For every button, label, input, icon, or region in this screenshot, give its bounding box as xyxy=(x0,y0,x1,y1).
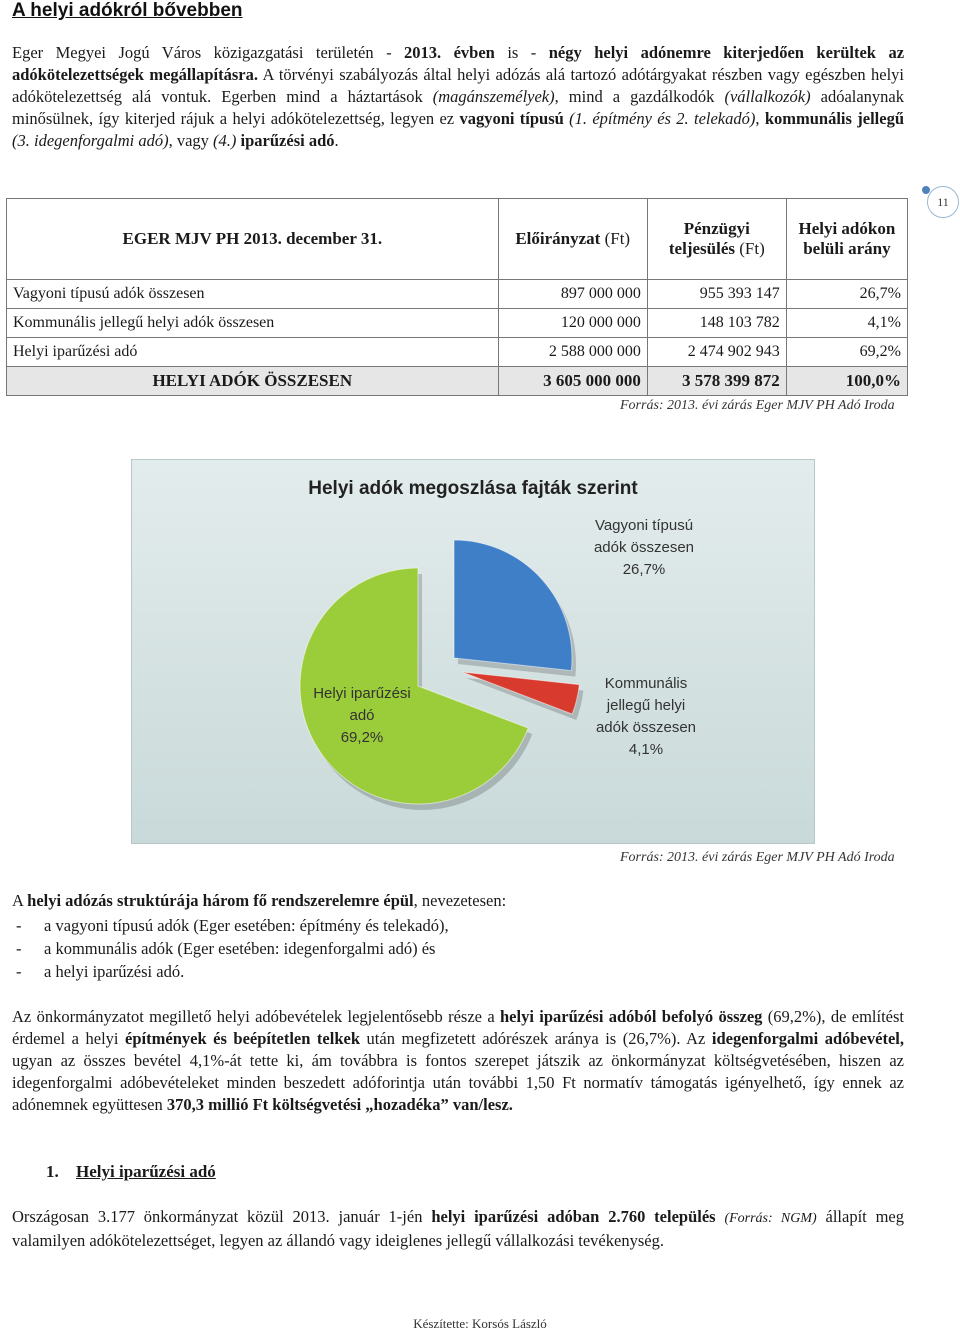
table-header-plan xyxy=(498,199,647,280)
pie-label-line: Vagyoni típusú xyxy=(594,517,694,534)
intro-italic: (4.) xyxy=(213,131,237,150)
pie-label-line: 26,7% xyxy=(622,561,666,578)
tax-table xyxy=(6,198,908,396)
pie-slice xyxy=(454,540,572,671)
intro-paragraph xyxy=(12,42,904,152)
page-footer: Készítette: Korsós László xyxy=(413,1316,547,1331)
intro-text: , mind a gazdálkodók xyxy=(554,87,725,106)
pie-label-line: adók összesen xyxy=(595,719,697,736)
intro-year: 2013. évben xyxy=(404,43,495,62)
pie-slice xyxy=(462,672,579,714)
table-row xyxy=(7,280,908,309)
para-text: Országosan 3.177 önkormányzat közül 2013. január 1-jén xyxy=(12,1207,432,1226)
table-header-actual-label: Pénzügyi teljesülés xyxy=(668,219,750,258)
row-label: Vagyoni típusú adók összesen xyxy=(7,280,499,309)
table-row xyxy=(7,309,908,338)
intro-text: is - xyxy=(494,43,549,62)
pie-label-line: 69,2% xyxy=(340,729,384,746)
table-header-period: EGER MJV PH 2013. december 31. xyxy=(7,199,499,280)
chart-source-note: Forrás: 2013. évi zárás Eger MJV PH Adó Iroda xyxy=(620,850,895,865)
row-share: 26,7% xyxy=(786,280,907,309)
pie-label-line: adók összesen xyxy=(593,539,695,556)
row-share: 69,2% xyxy=(786,338,907,367)
row-plan: 2 588 000 000 xyxy=(498,338,647,367)
table-header-plan-label: Előirányzat xyxy=(515,229,601,248)
para-text: állapít meg valamilyen adókötelezettséget, legyen az állandó vagy ideiglenes jellegű vállalkozási tevékenység. xyxy=(12,1207,904,1250)
para-emphasis: idegenforgalmi adóbevétel, xyxy=(711,1029,904,1048)
para-emphasis: építmények és beépítetlen telkek xyxy=(125,1029,361,1048)
row-plan: 897 000 000 xyxy=(498,280,647,309)
intro-italic: (3. idegenforgalmi adó) xyxy=(12,131,169,150)
pie-slice-label xyxy=(596,675,696,758)
pie-label-line: adó xyxy=(349,707,375,724)
para-text: után megfizetett adórészek aránya is (26,7%). Az xyxy=(360,1029,712,1048)
intro-emphasis: kommunális jellegű xyxy=(764,109,904,128)
structure-list xyxy=(12,914,449,983)
pie-chart-svg xyxy=(132,460,814,843)
row-label: Kommunális jellegű helyi adók összesen xyxy=(7,309,499,338)
para-emphasis: 370,3 millió Ft költségvetési „hozadéka” van/lesz. xyxy=(166,1095,513,1114)
total-label: HELYI ADÓK ÖSSZESEN xyxy=(7,367,499,396)
table-source-note: Forrás: 2013. évi zárás Eger MJV PH Adó Iroda xyxy=(620,398,895,413)
para-text: Az önkormányzatot megillető helyi adóbevételek legjelentősebb része a xyxy=(12,1007,500,1026)
national-paragraph xyxy=(12,1206,904,1252)
pie-slice-label xyxy=(594,517,694,578)
intro-italic: (vállalkozók) xyxy=(724,87,811,106)
structure-text: A xyxy=(12,891,28,910)
pie-chart xyxy=(131,459,815,844)
list-item: - a kommunális adók (Eger esetében: idegenforgalmi adó) és xyxy=(12,937,449,960)
intro-emphasis: iparűzési adó xyxy=(240,131,335,150)
row-label: Helyi iparűzési adó xyxy=(7,338,499,367)
list-item: - a helyi iparűzési adó. xyxy=(12,960,449,983)
chart-title: Helyi adók megoszlása fajták szerint xyxy=(308,478,638,499)
revenue-paragraph xyxy=(12,1006,904,1116)
intro-text: adóalanynak minősülnek, így kiterjed rájuk a helyi adókötelezettség, legyen ez xyxy=(12,87,905,128)
row-share: 4,1% xyxy=(786,309,907,338)
subsection-title: Helyi iparűzési adó xyxy=(76,1162,216,1181)
structure-text: , nevezetesen: xyxy=(413,891,507,910)
intro-text: , xyxy=(755,109,765,128)
page-number: 11 xyxy=(927,186,959,218)
intro-emphasis: vagyoni típusú xyxy=(459,109,564,128)
intro-emphasis: négy helyi adónemre kiterjedően kerültek az adókötelezettségek megállapításra. xyxy=(12,43,905,84)
pie-label-line: 4,1% xyxy=(628,741,664,758)
intro-text: . xyxy=(334,131,339,150)
row-actual: 955 393 147 xyxy=(647,280,786,309)
total-share: 100,0% xyxy=(786,367,907,396)
table-row xyxy=(7,338,908,367)
para-source: (Forrás: NGM) xyxy=(724,1211,817,1226)
intro-text: , vagy xyxy=(168,131,214,150)
structure-intro xyxy=(12,890,904,912)
intro-italic: (magánszemélyek) xyxy=(432,87,555,106)
intro-italic: (1. építmény és 2. telekadó) xyxy=(569,109,756,128)
total-actual: 3 578 399 872 xyxy=(647,367,786,396)
row-actual: 2 474 902 943 xyxy=(647,338,786,367)
table-total-row xyxy=(7,367,908,396)
intro-text: Eger Megyei Jogú Város közigazgatási területén - xyxy=(12,43,405,62)
pie-label-line: Helyi iparűzési xyxy=(313,685,411,702)
section-heading: A helyi adókról bővebben xyxy=(12,0,243,21)
table-header-plan-unit: (Ft) xyxy=(600,229,631,248)
table-header-share: Helyi adókon belüli arány xyxy=(786,199,907,280)
subsection-number: 1. xyxy=(46,1162,59,1181)
pie-label-line: jellegű helyi xyxy=(606,697,686,714)
row-plan: 120 000 000 xyxy=(498,309,647,338)
para-text: ugyan az összes bevétel 4,1%-át tette ki, ám továbbra is fontos szerepet játszik az önkormányzat költségvetésében, hiszen az idegenforgalmi adóbevételeket minden beszedett adóforintja után további 1,50 Ft normatív támogatás igényelhető, így ennek az adónemnek együttesen xyxy=(12,1051,904,1114)
list-item: - a vagyoni típusú adók (Eger esetében: építmény és telekadó), xyxy=(12,914,449,937)
total-plan: 3 605 000 000 xyxy=(498,367,647,396)
row-actual: 148 103 782 xyxy=(647,309,786,338)
table-header-actual xyxy=(647,199,786,280)
table-header-actual-unit: (Ft) xyxy=(734,239,765,258)
subsection-heading xyxy=(46,1162,216,1182)
intro-text: A törvényi szabályozás által helyi adózás alá tartozó adótárgyakat részben vagy egészben helyi adókötelezettség alá vontuk. Egerben mind a háztartások xyxy=(12,65,904,106)
para-text: (69,2%), de említést érdemel a helyi xyxy=(12,1007,904,1048)
pie-label-line: Kommunális xyxy=(604,675,688,692)
para-emphasis: helyi iparűzési adóból befolyó összeg xyxy=(500,1007,763,1026)
table-header-row xyxy=(7,199,908,280)
structure-emphasis: helyi adózás struktúrája három fő rendszerelemre épül xyxy=(27,891,414,910)
para-emphasis: helyi iparűzési adóban 2.760 település xyxy=(431,1207,716,1226)
